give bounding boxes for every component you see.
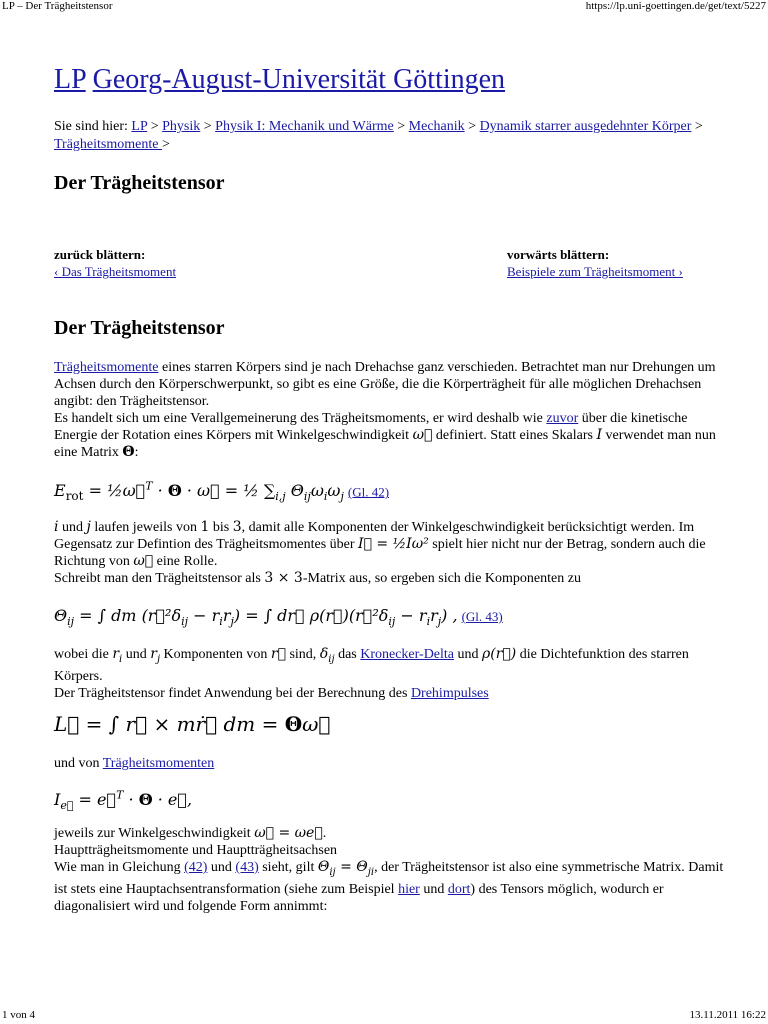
breadcrumb-physik1[interactable]: Physik I: Mechanik und Wärme: [215, 119, 394, 134]
university-link[interactable]: Georg-August-Universität Göttingen: [92, 64, 506, 95]
equation-moment: $I_{e⃗}$ = e⃗$^T$ · Θ · e⃗,: [54, 789, 193, 813]
print-timestamp: 13.11.2011 16:22: [689, 1009, 766, 1021]
paragraph-moments: und von Trägheitsmomenten: [54, 756, 215, 771]
breadcrumb-traegheitsmomente[interactable]: Trägheitsmomente: [54, 137, 162, 152]
breadcrumb: [54, 118, 734, 154]
lp-home-link[interactable]: LP: [54, 64, 86, 95]
nav-back-label: zurück blättern:: [54, 247, 146, 262]
equation-angular-momentum: L⃗ = ∫ r⃗ × mṙ⃗ dm = Θω⃗: [54, 712, 331, 736]
equation-43-ref[interactable]: (Gl. 43): [461, 609, 503, 624]
breadcrumb-sep: >: [397, 119, 406, 134]
breadcrumb-physik[interactable]: Physik: [162, 119, 201, 134]
page-title: Der Trägheitstensor: [54, 172, 225, 194]
dort-link[interactable]: dort: [447, 881, 471, 897]
nav-forward-label: vorwärts blättern:: [507, 247, 610, 262]
theta-symbol: Θ: [122, 444, 135, 460]
browser-url: https://lp.uni-goettingen.de/get/text/5227: [585, 0, 766, 12]
equation-42-ref[interactable]: (Gl. 42): [347, 484, 390, 500]
breadcrumb-lp[interactable]: LP: [131, 119, 148, 134]
drehimpulses-link[interactable]: Drehimpulses: [410, 685, 489, 701]
omega-vector-symbol: ω⃗: [412, 427, 433, 443]
traegheitsmomenten-link[interactable]: Trägheitsmomenten: [102, 756, 215, 771]
nav-forward-link[interactable]: Beispiele zum Trägheitsmoment ›: [507, 264, 683, 279]
breadcrumb-mechanik[interactable]: Mechanik: [408, 119, 465, 134]
equation-43: [54, 606, 503, 628]
eq43-link[interactable]: (43): [235, 860, 259, 875]
breadcrumb-sep: >: [203, 119, 212, 134]
equation-42: [54, 480, 389, 504]
breadcrumb-sep: >: [150, 119, 159, 134]
page-counter: 1 von 4: [2, 1009, 35, 1021]
kronecker-delta-link[interactable]: Kronecker-Delta: [360, 647, 455, 662]
traegheitsmomente-link[interactable]: Trägheitsmomente: [54, 360, 159, 375]
breadcrumb-dynamik[interactable]: Dynamik starrer ausgedehnter Körper: [479, 119, 692, 134]
paragraph-principal: jeweils zur Winkelgeschwindigkeit ω⃗ = ωe⃗. Hauptträgheitsmomente und Hauptträgheitsachsen Wie man in Gleichung (42) und (43) sieht, gilt $\Theta_{ij} = \Theta_{ji}$, der Trägheitstensor ist also eine symmetrische Matrix. Damit ist stets eine Hauptachsentransformation (siehe zum Beispiel hier und dort) des Tensors möglich, wodurch er diagonalisiert wird und folgende Form annimmt:: [54, 825, 724, 914]
paragraph-indices: i und j laufen jeweils von 1 bis 3, damit alle Komponenten der Winkelgeschwindigkeit berücksichtigt werden. Im Gegensatz zur Defintion des Trägheitsmomentes über I⃗ = ½Iω² spielt hier nicht nur der Betrag, sondern auch die Richtung von ω⃗ eine Rolle. Schreibt man den Trägheitstensor als 3 × 3-Matrix aus, so ergeben sich die Komponenten zu: [54, 519, 706, 586]
subheading-principal-axes: Hauptträgheitsmomente und Hauptträgheitsachsen: [54, 843, 338, 858]
nav-back: [54, 246, 176, 280]
paragraph-components: wobei die $r_i$ und $r_j$ Komponenten von r⃗ sind, $\delta_{ij}$ das Kronecker-Delta und ρ(r⃗) die Dichtefunktion des starren Körpers. Der Trägheitstensor findet Anwendung bei der Berechnung des Drehimpulses: [54, 646, 689, 701]
site-title: [54, 64, 505, 96]
zuvor-link[interactable]: zuvor: [546, 411, 579, 426]
eq42-link[interactable]: (42): [184, 860, 208, 875]
scalar-I-symbol: I: [596, 427, 602, 443]
breadcrumb-sep: >: [161, 137, 170, 152]
breadcrumb-sep: >: [468, 119, 477, 134]
equation-43-formula: $\Theta_{ij}$ = ∫ dm $(r⃗^2\delta_{ij} - r_ir_j)$ = ∫ dr⃗ $\rho(r⃗)(r⃗^2\delta_{ij} - r_ir_j)$ ,: [54, 606, 458, 629]
breadcrumb-prefix: Sie sind hier:: [54, 119, 128, 134]
browser-page-title: LP – Der Trägheitstensor: [2, 0, 113, 12]
paragraph-intro: Trägheitsmomente eines starren Körpers sind je nach Drehachse ganz verschieden. Betrachtet man nur Drehungen um Achsen durch den Körperschwerpunkt, so gibt es eine Größe, die die Körperträgheit für alle möglichen Drehachsen angibt: den Trägheitstensor. Es handelt sich um eine Verallgemeinerung des Trägheitsmoments, er wird deshalb wie zuvor über die kinetische Energie der Rotation eines Körpers mit Winkelgeschwindigkeit ω⃗ definiert. Statt eines Skalars I verwendet man nun eine Matrix Θ:: [54, 360, 716, 460]
equation-42-formula: $E_{rot}$ = ½ω⃗$^T$ · Θ · ω⃗ = ½ $\sum_{i,j}$ $\Theta_{ij}\omega_i\omega_j$: [54, 480, 344, 504]
nav-forward: [507, 246, 683, 280]
hier-link[interactable]: hier: [398, 881, 420, 897]
breadcrumb-sep: >: [694, 119, 703, 134]
nav-back-link[interactable]: ‹ Das Trägheitsmoment: [54, 264, 177, 279]
section-title: Der Trägheitstensor: [54, 317, 225, 339]
